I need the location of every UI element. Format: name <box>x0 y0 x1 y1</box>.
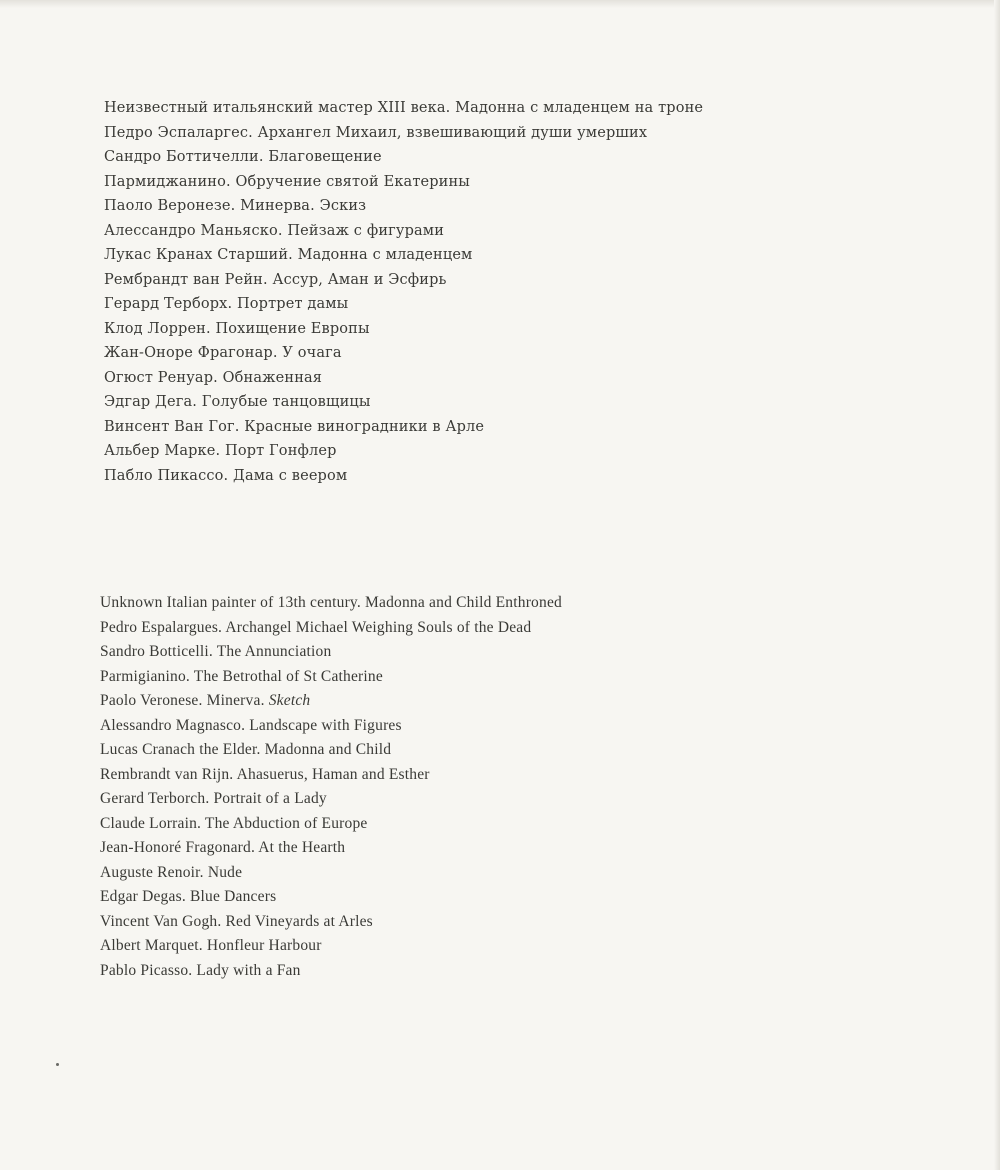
caption-en: Auguste Renoir. Nude <box>100 863 243 881</box>
caption-ru: Сандро Боттичелли. Благовещение <box>104 149 382 165</box>
caption-en: Pablo Picasso. Lady with a Fan <box>100 961 301 979</box>
caption-en-with-italic <box>100 689 562 714</box>
caption-en: Lucas Cranach the Elder. Madonna and Child <box>100 741 392 758</box>
caption-en-italic-sketch: Sketch <box>268 692 311 709</box>
caption-en: Gerard Terborch. Portrait of a Lady <box>100 790 327 807</box>
caption-ru: Лукас Кранах Старший. Мадонна с младенцем <box>104 247 473 263</box>
caption-ru: Пабло Пикассо. Дама с веером <box>104 467 348 484</box>
caption-ru: Эдгар Дега. Голубые танцовщицы <box>104 394 371 410</box>
caption-ru: Рембрандт ван Рейн. Ассур, Аман и Эсфирь <box>104 271 447 288</box>
caption-en: Sandro Botticelli. The Annunciation <box>100 643 332 660</box>
caption-en: Vincent Van Gogh. Red Vineyards at Arles <box>100 912 373 930</box>
caption-en: Jean-Honoré Fragonard. At the Hearth <box>100 839 346 856</box>
caption-ru: Паоло Веронезе. Минерва. Эскиз <box>104 198 367 214</box>
caption-en: Edgar Degas. Blue Dancers <box>100 888 277 905</box>
caption-ru: Альбер Марке. Порт Гонфлер <box>104 443 337 459</box>
caption-en: Paolo Veronese. Minerva. <box>100 692 265 709</box>
caption-ru: Педро Эспаларгес. Архангел Михаил, взвешивающий души умерших <box>104 124 648 141</box>
caption-ru: Алессандро Маньяско. Пейзаж с фигурами <box>104 222 445 239</box>
caption-ru: Клод Лоррен. Похищение Европы <box>104 320 370 337</box>
paper-speck <box>56 1063 59 1066</box>
caption-en: Parmigianino. The Betrothal of St Catherine <box>100 667 383 685</box>
caption-en: Rembrandt van Rijn. Ahasuerus, Haman and Esther <box>100 765 430 783</box>
caption-ru: Огюст Ренуар. Обнаженная <box>104 369 323 386</box>
page-top-edge <box>0 0 1000 8</box>
caption-en: Albert Marquet. Honfleur Harbour <box>100 937 322 954</box>
caption-en: Unknown Italian painter of 13th century. Madonna and Child Enthroned <box>100 594 562 611</box>
caption-en: Pedro Espalargues. Archangel Michael Weighing Souls of the Dead <box>100 618 532 636</box>
caption-ru: Пармиджанино. Обручение святой Екатерины <box>104 173 470 190</box>
caption-ru: Герард Терборх. Портрет дамы <box>104 296 349 312</box>
caption-en: Claude Lorrain. The Abduction of Europe <box>100 814 368 832</box>
page-right-edge <box>994 0 1000 1170</box>
caption-ru: Винсент Ван Гог. Красные виноградники в Арле <box>104 418 485 435</box>
russian-caption-list <box>104 96 703 488</box>
caption-ru: Неизвестный итальянский мастер XIII века. Мадонна с младенцем на троне <box>104 100 704 116</box>
caption-en: Alessandro Magnasco. Landscape with Figures <box>100 716 402 734</box>
caption-ru: Жан-Оноре Фрагонар. У очага <box>104 345 342 361</box>
english-caption-list <box>100 591 562 983</box>
